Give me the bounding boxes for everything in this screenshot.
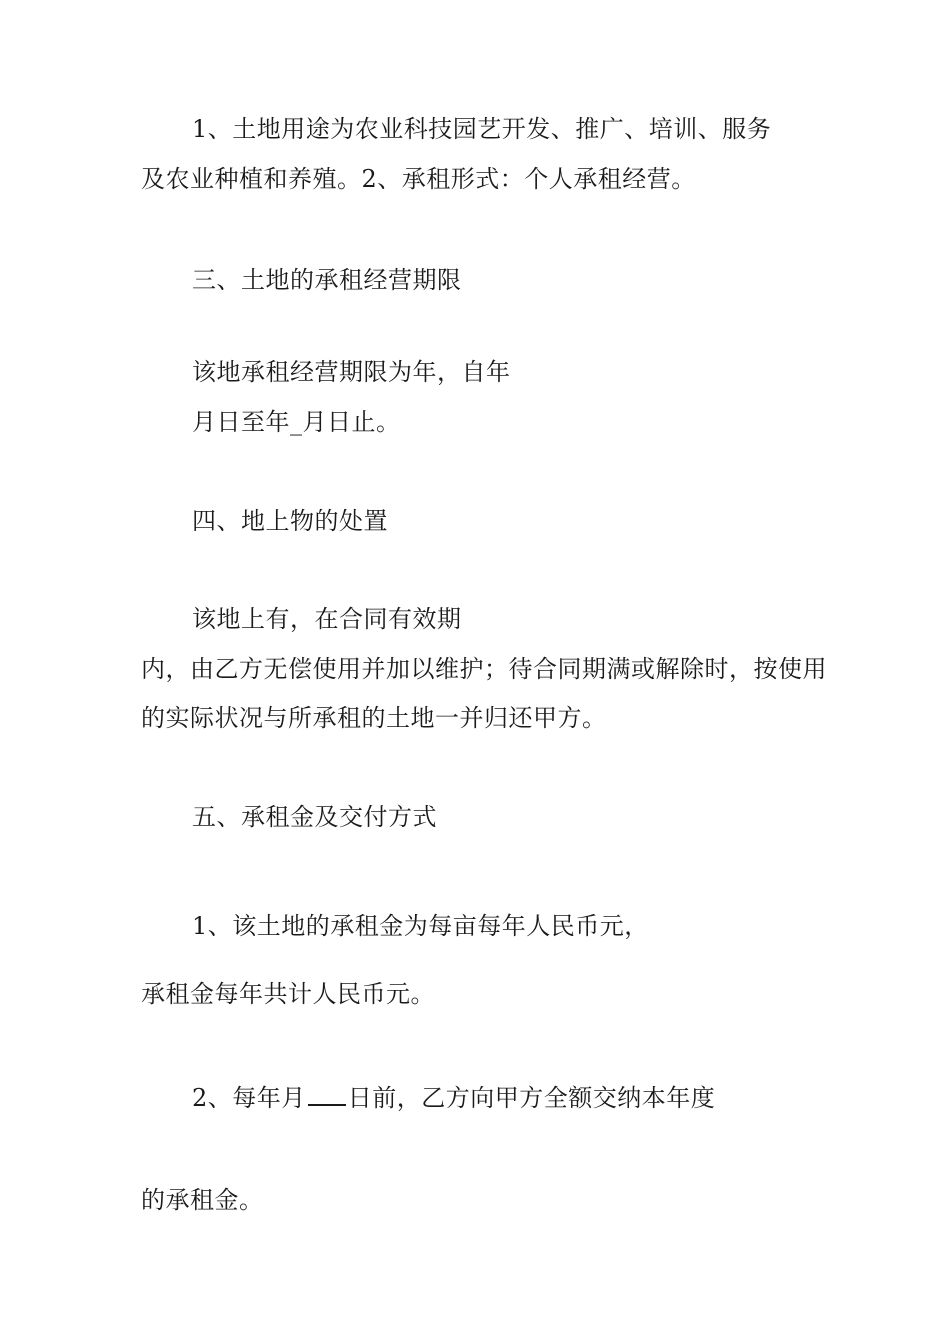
section-three-heading: 三、土地的承租经营期限 [192,266,462,294]
rent-line-2: 承租金每年共计人民币元。 [141,980,435,1008]
term-line-1: 该地承租经营期限为年，自年 [192,358,511,386]
structures-line-3: 的实际状况与所承租的土地一并归还甲方。 [141,704,607,732]
term-line-2: 月日至年_月日止。 [192,408,401,436]
payment-line-2: 的承租金。 [141,1186,264,1214]
structures-line-2: 内，由乙方无偿使用并加以维护；待合同期满或解除时，按使用 [141,655,827,683]
payment-line-1-before: 2、每年月 [192,1084,306,1112]
payment-line-1 [192,1082,715,1114]
land-use-line-2: 及农业种植和养殖。2、承租形式：个人承租经营。 [141,165,696,193]
section-five-heading: 五、承租金及交付方式 [192,803,437,831]
structures-line-1: 该地上有，在合同有效期 [192,605,462,633]
section-four-heading: 四、地上物的处置 [192,507,388,535]
payment-day-blank [308,1082,346,1106]
payment-line-1-after: 日前，乙方向甲方全额交纳本年度 [347,1084,716,1112]
rent-line-1: 1、该土地的承租金为每亩每年人民币元， [192,912,649,940]
land-use-line-1: 1、土地用途为农业科技园艺开发、推广、培训、服务 [192,115,772,143]
